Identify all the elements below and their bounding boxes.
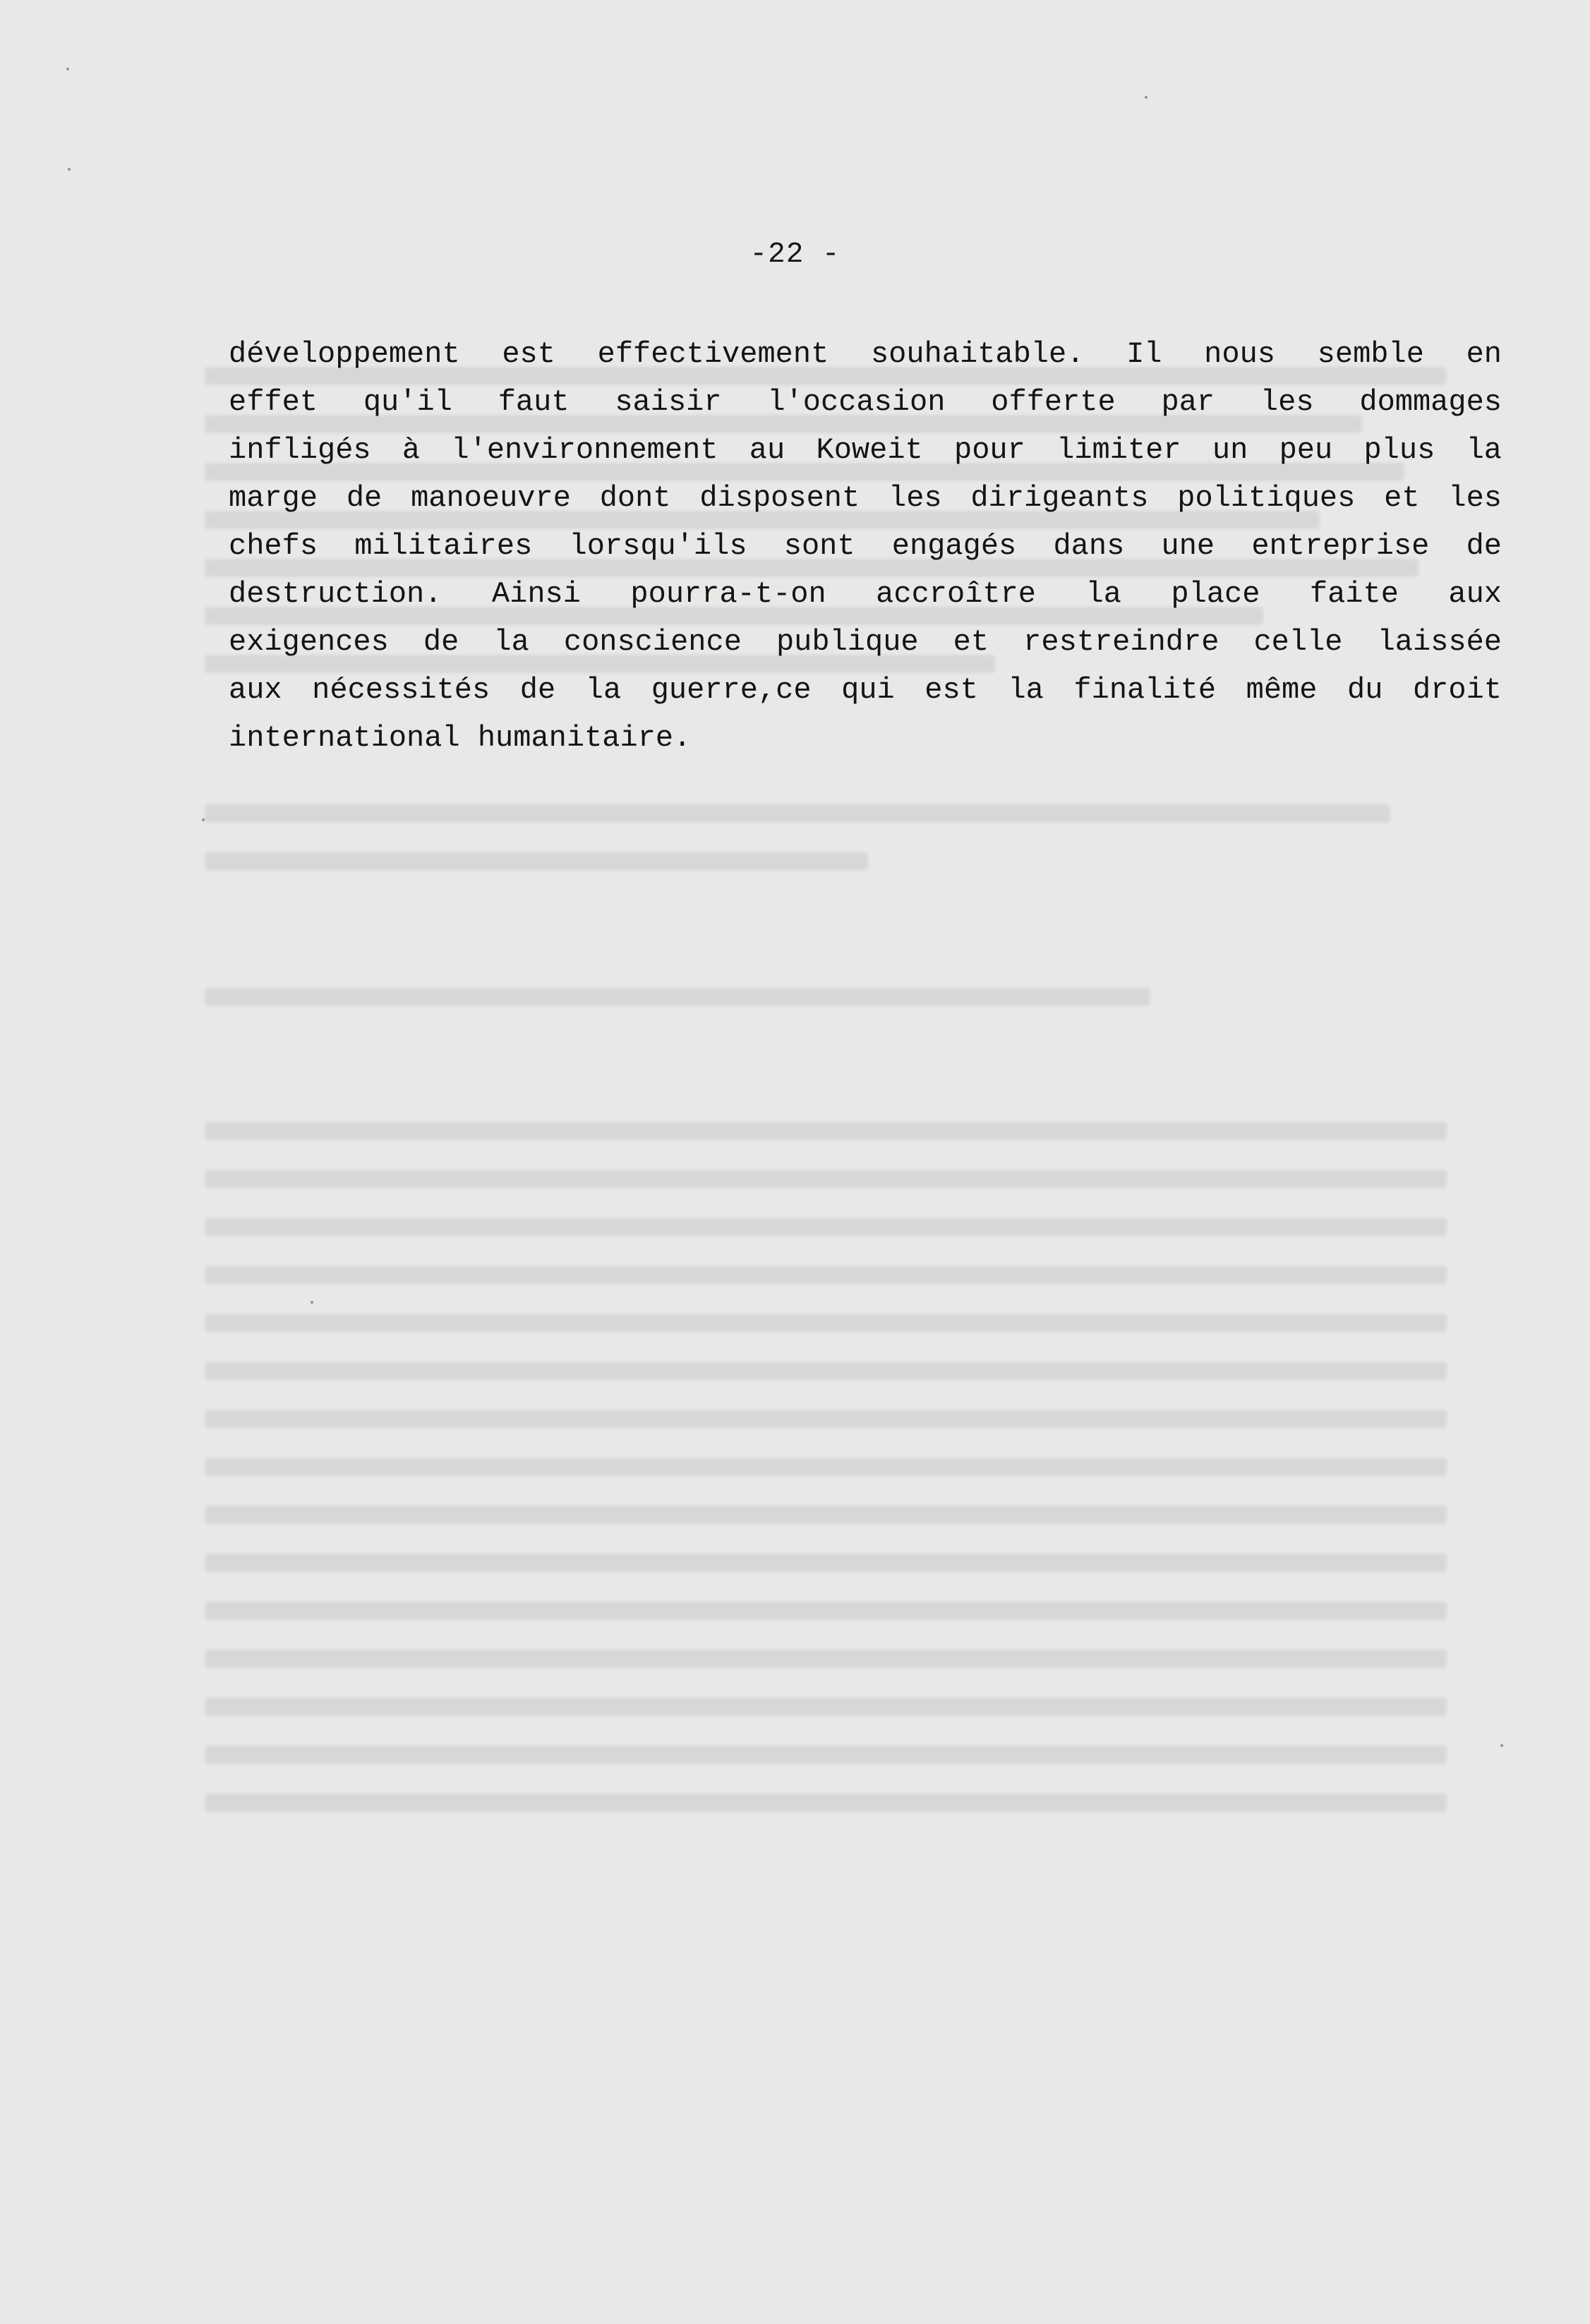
scan-speck — [68, 168, 71, 171]
scan-speck — [202, 818, 205, 821]
text-line: effet qu'il faut saisir l'occasion offerte par les dommages — [229, 385, 1502, 419]
text-line: marge de manoeuvre dont disposent les dirigeants politiques et les — [229, 481, 1502, 515]
scan-speck — [311, 1301, 313, 1304]
page-number: -22 - — [749, 238, 841, 271]
text-line: international humanitaire. — [229, 721, 692, 755]
text-line: exigences de la conscience publique et restreindre celle laissée — [229, 625, 1502, 659]
scan-speck — [66, 68, 69, 71]
scan-speck — [1145, 96, 1148, 99]
text-line: chefs militaires lorsqu'ils sont engagés dans une entreprise de — [229, 529, 1502, 563]
text-line: développement est effectivement souhaitable. Il nous semble en — [229, 337, 1502, 371]
text-line: aux nécessités de la guerre,ce qui est la finalité même du droit — [229, 673, 1502, 707]
body-paragraph — [229, 330, 1502, 762]
text-line: infligés à l'environnement au Koweit pour limiter un peu plus la — [229, 433, 1502, 467]
text-line: destruction. Ainsi pourra-t-on accroître la place faite aux — [229, 577, 1502, 611]
scan-speck — [1500, 1744, 1503, 1747]
